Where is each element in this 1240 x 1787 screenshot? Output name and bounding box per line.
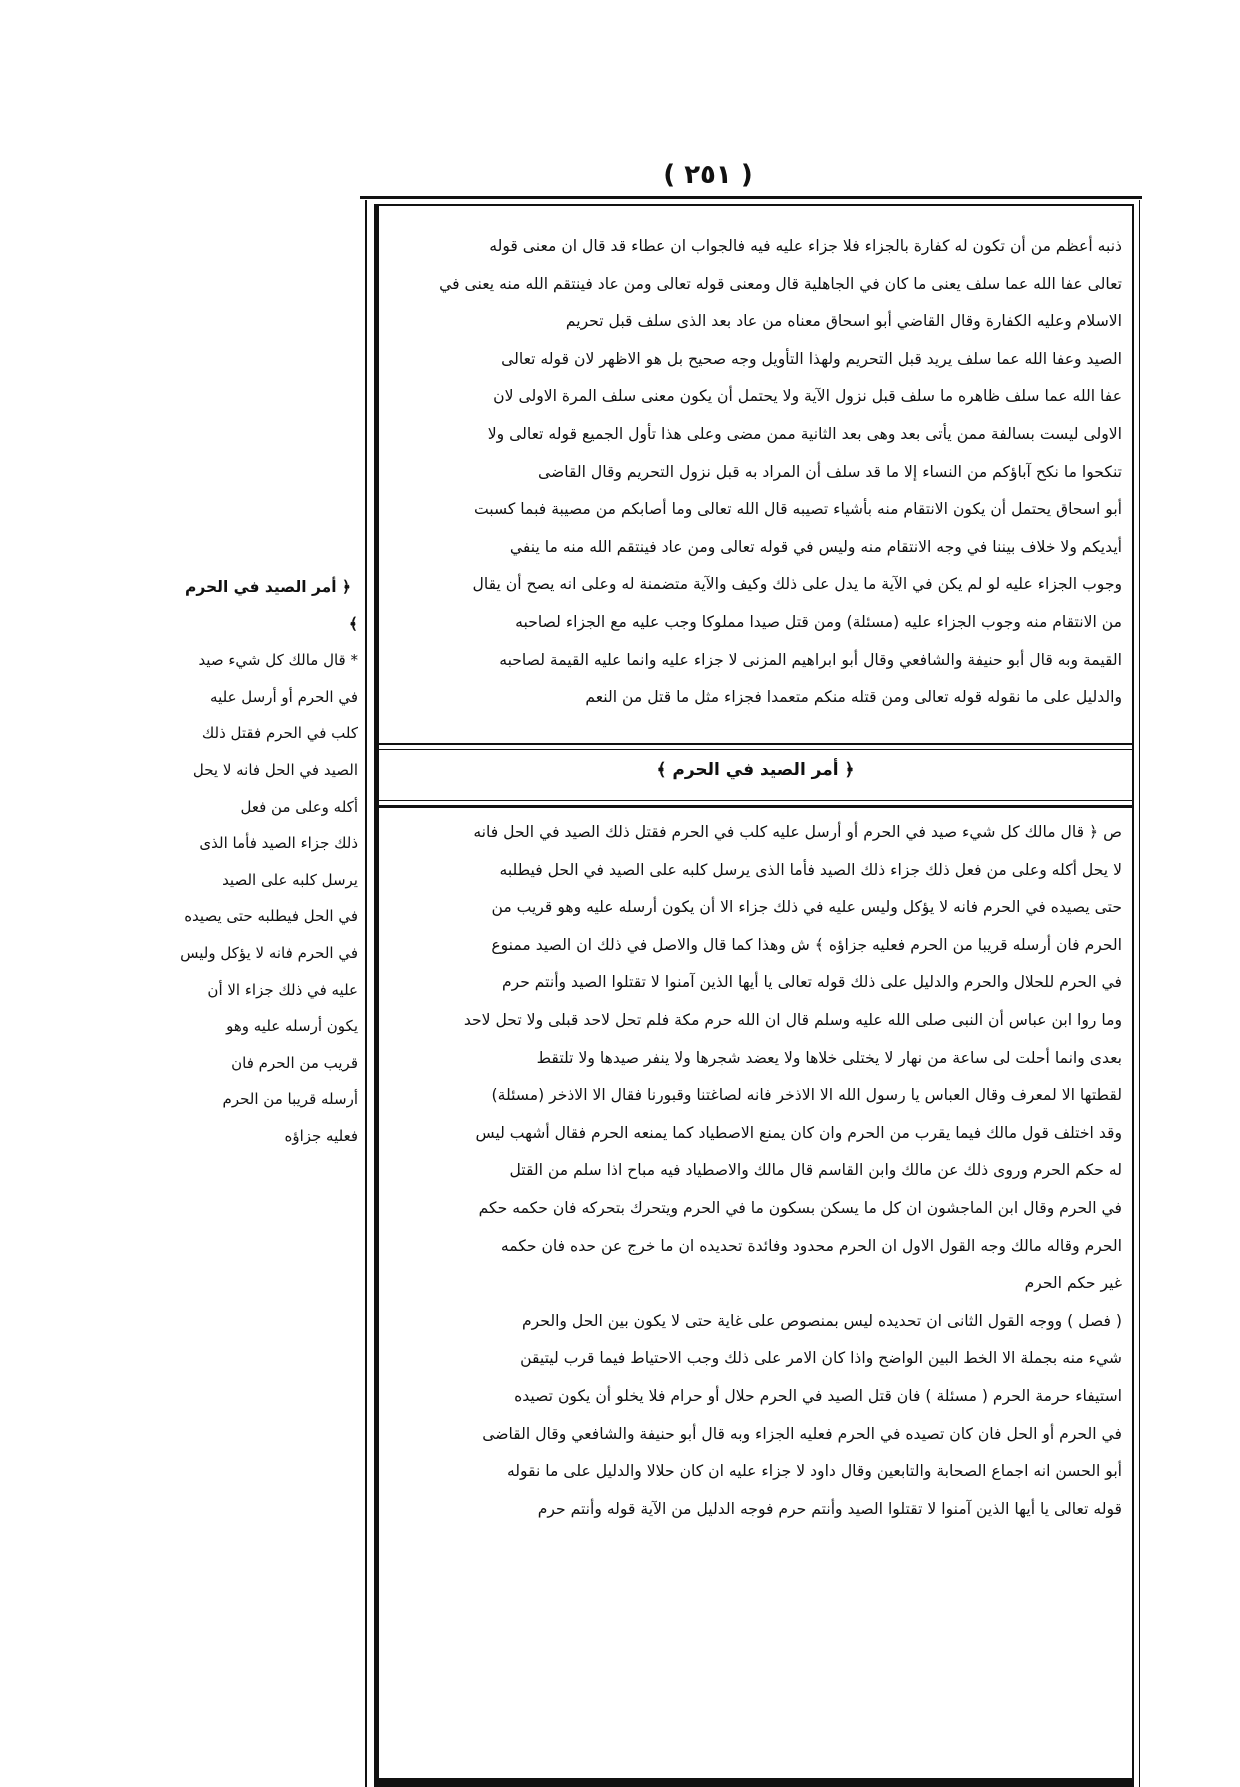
margin-note-line: الصيد في الحل فانه لا يحل (192, 760, 358, 779)
text-line: في الحرم وقال ابن الماجشون ان كل ما يسكن بسكون ما في الحرم ويتحرك بتحركه فان حكمه حكم (478, 1198, 1122, 1217)
margin-note-title: ﴿ أمر الصيد في الحرم ﴾ (184, 578, 358, 633)
text-line: استيفاء حرمة الحرم ( مسئلة ) فان قتل الصيد في الحرم حلال أو حرام فلا يخلو أن يكون تصيده (514, 1386, 1122, 1405)
text-line: حتى يصيده في الحرم فانه لا يؤكل وليس عليه في ذلك جزاء الا أن يكون أرسله عليه وهو قريب من (491, 898, 1122, 917)
text-line: في الحرم أو الحل فان كان تصيده في الحرم فعليه الجزاء وبه قال أبو حنيفة والشافعي وقال القاضى (482, 1424, 1122, 1443)
text-line: ( فصل ) ووجه القول الثانى ان تحديده ليس بمنصوص على غاية حتى لا يكون بين الحل والحرم (522, 1311, 1122, 1330)
text-line: أبو اسحاق يحتمل أن يكون الانتقام منه بأشياء تصيبه قال الله تعالى وما أصابكم من مصيبة فبما كسبت (474, 500, 1122, 519)
margin-note-line: قريب من الحرم فان (231, 1053, 358, 1072)
margin-note (178, 569, 358, 1155)
text-line: أبو الحسن انه اجماع الصحابة والتابعين وقال داود لا جزاء عليه ان كان حلالا والدليل على ما نقوله (506, 1462, 1122, 1481)
margin-note-line: أرسله قريبا من الحرم (222, 1090, 358, 1109)
text-line: غير حكم الحرم (1024, 1274, 1122, 1293)
text-line: قوله تعالى يا أيها الذين آمنوا لا تقتلوا الصيد وأنتم حرم فوجه الدليل من الآية قوله وأنتم حرم (537, 1499, 1122, 1518)
text-line: أيديكم ولا خلاف بيننا في وجه الانتقام منه وليس في قوله تعالى ومن عاد فينتقم الله منه ما ينفي (509, 537, 1122, 556)
margin-note-line: ذلك جزاء الصيد فأما الذى (199, 834, 358, 853)
margin-note-line: كلب في الحرم فقتل ذلك (201, 724, 358, 743)
section-title: ﴿ أمر الصيد في الحرم ﴾ (656, 760, 855, 780)
text-line: الصيد وعفا الله عما سلف يريد قبل التحريم ولهذا التأويل وجه صحيح بل هو الاظهر لان قوله تعالى (501, 349, 1122, 368)
text-line: القيمة وبه قال أبو حنيفة والشافعي وقال أبو ابراهيم المزنى لا جزاء عليه وانما عليه القيمة لصاحبه (499, 650, 1122, 669)
text-line: تنكحوا ما نكح آباؤكم من النساء إلا ما قد سلف أن المراد به قبل نزول التحريم وقال القاضى (537, 462, 1122, 481)
margin-note-line: عليه في ذلك جزاء الا أن (207, 980, 358, 999)
text-line: شيء منه بجملة الا الخط البين الواضح واذا كان الامر على ذلك وجب الاحتياط فيما قرب ليتيقن (520, 1349, 1122, 1368)
text-line: الحرم فان أرسله قريبا من الحرم فعليه جزاؤه ﴾ ش وهذا كما قال والاصل في ذلك ان الصيد ممنوع (491, 935, 1122, 954)
text-line: له حكم الحرم وروى ذلك عن مالك وابن القاسم قال مالك والاصطياد فيه مباح اذا سلم من القتل (509, 1161, 1122, 1180)
main-text-frame (374, 204, 1134, 1787)
text-line: لا يحل أكله وعلى من فعل ذلك جزاء ذلك الصيد فأما الذى يرسل كلبه على الصيد في الحل فيطلبه (499, 860, 1122, 879)
text-block-lower (387, 814, 1122, 1528)
text-line: تعالى عفا الله عما سلف يعنى ما كان في الجاهلية قال ومعنى قوله تعالى ومن عاد فينتقم الله منه يعنى في (439, 274, 1122, 293)
margin-note-line: * قال مالك كل شيء صيد (198, 651, 358, 670)
text-line: ص ﴿ قال مالك كل شيء صيد في الحرم أو أرسل عليه كلب في الحرم فقتل ذلك الصيد في الحل فانه (473, 823, 1122, 841)
text-block-upper (387, 228, 1122, 717)
section-header-band (379, 743, 1132, 808)
text-line: الاولى ليست بسالفة ممن يأتى بعد وهى بعد الثانية ممن مضى وعلى هذا تأول الجميع قوله تعالى ولا (487, 424, 1122, 443)
text-line: في الحرم للحلال والحرم والدليل على ذلك قوله تعالى يا أيها الذين آمنوا لا تقتلوا الصيد وأنتم حرم (501, 973, 1122, 992)
text-line: لقطتها الا لمعرف وقال العباس يا رسول الله الا الاذخر فانه لصاغتنا وقبورنا فقال الا الاذخر (مسئلة) (491, 1086, 1122, 1105)
text-line: وقد اختلف قول مالك فيما يقرب من الحرم وان كان يمنع الاصطياد كما يمنعه الحرم فقال أشهب ليس (475, 1123, 1122, 1142)
text-line: ذنبه أعظم من أن تكون له كفارة بالجزاء فلا جزاء عليه فيه فالجواب ان عطاء قد قال ان معنى قوله (489, 237, 1122, 255)
text-line: عفا الله عما سلف ظاهره ما سلف قبل نزول الآية ولا يحتمل أن يكون معنى سلف المرة الاولى لان (493, 387, 1122, 406)
page-number: ( ٢٥١ ) (663, 160, 753, 190)
text-line: الاسلام وعليه الكفارة وقال القاضي أبو اسحاق معناه من عاد بعد الذى سلف قبل تحريم (565, 312, 1122, 331)
margin-note-line: في الحرم أو أرسل عليه (210, 687, 358, 706)
text-line: وما روا ابن عباس أن النبى صلى الله عليه وسلم قال ان الله حرم مكة فلم تحل لاحد قبلى ولا تحل لاحد (463, 1010, 1122, 1029)
text-line: وجوب الجزاء عليه لو لم يكن في الآية ما يدل على ذلك وكيف والآية متضمنة له وعلى انه يصح أن يقال (472, 575, 1122, 594)
text-line: والدليل على ما نقوله قوله تعالى ومن قتله منكم متعمدا فجزاء مثل ما قتل من النعم (585, 688, 1122, 707)
margin-note-line: في الحل فيطلبه حتى يصيده (184, 907, 358, 926)
text-line: بعدى وانما أحلت لى ساعة من نهار لا يختلى خلاها ولا يعضد شجرها ولا ينفر صيدها ولا تلتقط (536, 1048, 1122, 1067)
margin-note-line: أكله وعلى من فعل (240, 797, 358, 816)
margin-note-line: فعليه جزاؤه (284, 1126, 358, 1145)
text-line: من الانتقام منه وجوب الجزاء عليه (مسئلة) ومن قتل صيدا مملوكا وجب عليه مع الجزاء لصاحبه (515, 612, 1122, 631)
margin-note-line: يكون أرسله عليه وهو (226, 1017, 358, 1036)
margin-note-line: يرسل كلبه على الصيد (222, 870, 358, 889)
margin-note-line: في الحرم فانه لا يؤكل وليس (180, 943, 358, 962)
top-rule (360, 196, 1142, 199)
text-line: الحرم وقاله مالك وجه القول الاول ان الحرم محدود وفائدة تحديده ان ما خرج عن حده فان حكمه (500, 1236, 1122, 1255)
